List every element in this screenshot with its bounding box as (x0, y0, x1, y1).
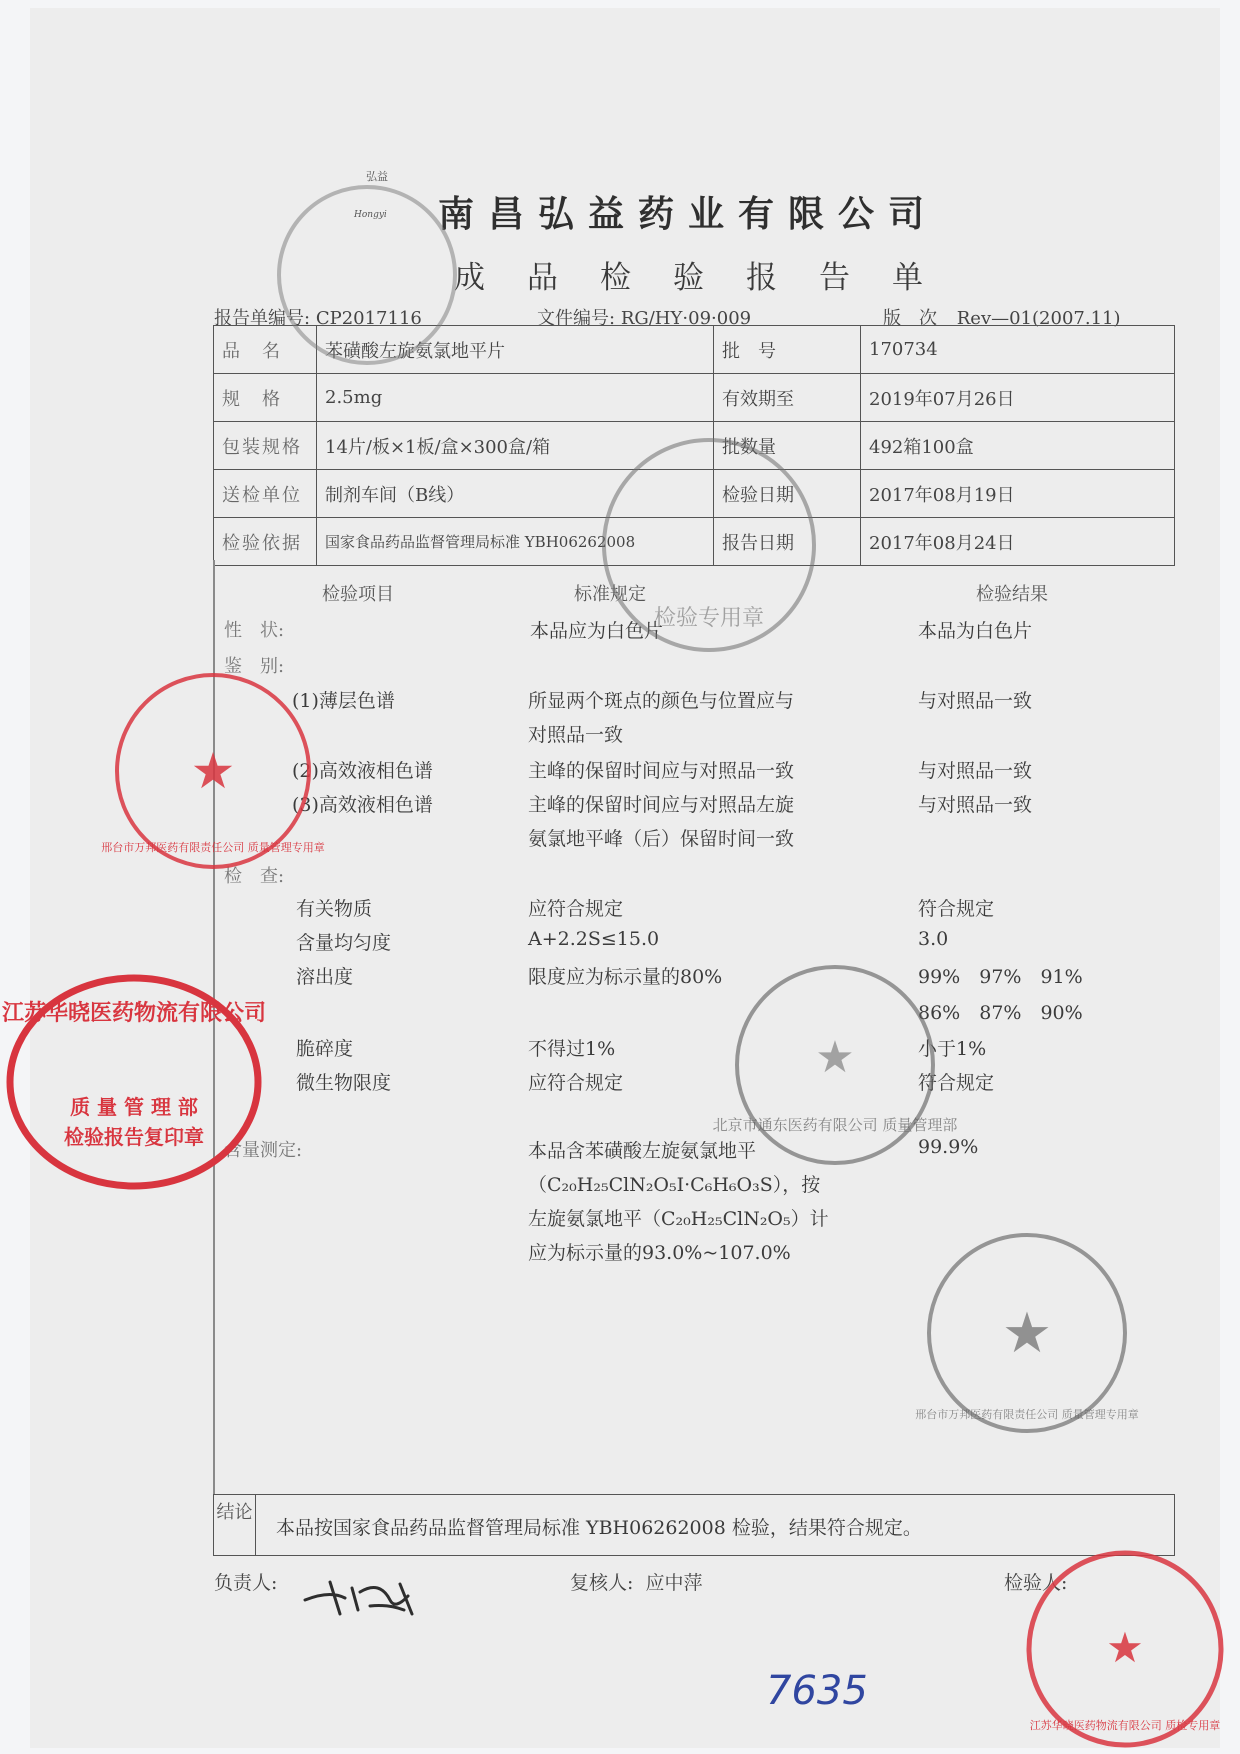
svg-text:★: ★ (190, 742, 236, 800)
package-label: 包装规格 (214, 422, 317, 470)
inspector-label: 检验人: (1004, 1572, 1068, 1594)
friability-result: 小于1% (918, 1038, 987, 1060)
assay-label: 含量测定: (224, 1140, 303, 1161)
product-value: 苯磺酸左旋氨氯地平片 (317, 326, 714, 374)
tlc-standard-line2: 对照品一致 (528, 724, 624, 746)
friability-label: 脆碎度 (296, 1038, 354, 1060)
friability-standard: 不得过1% (528, 1038, 616, 1060)
column-standard: 标准规定 (574, 584, 646, 605)
assay-standard-line2: （C₂₀H₂₅ClN₂O₅I·C₆H₆O₃S），按 (528, 1174, 821, 1196)
file-number-value: RG/HY·09·009 (620, 308, 752, 329)
uniformity-standard: A+2.2S≤15.0 (528, 928, 660, 950)
svg-text:检验报告复印章: 检验报告复印章 (64, 1125, 204, 1149)
quantity-label: 批数量 (714, 422, 861, 470)
stamp-inspection-text: 检验专用章 (653, 606, 765, 631)
package-value: 14片/板×1板/盒×300盒/箱 (317, 422, 714, 470)
assay-standard-line1: 本品含苯磺酸左旋氨氯地平 (528, 1140, 757, 1162)
stamp-bottom-right-red (1020, 1544, 1230, 1754)
appearance-result: 本品为白色片 (918, 620, 1033, 642)
hplc2-label: (2)高效液相色谱 (292, 760, 433, 782)
version-value: Rev—01(2007.11) (956, 308, 1121, 329)
file-number-label: 文件编号: (537, 308, 616, 329)
assay-standard-line4: 应为标示量的93.0%~107.0% (528, 1242, 791, 1264)
table-row (214, 374, 1175, 422)
dissolution-label: 溶出度 (296, 966, 354, 988)
batch-label: 批 号 (714, 326, 861, 374)
stamp-xingtai-text: 邢台市万邦医药有限责任公司 质量管理专用章 (101, 841, 325, 854)
dept-label: 送检单位 (214, 470, 317, 518)
logo-chinese: 弘益 (366, 170, 388, 183)
dissolution-result-line1: 99% 97% 91% (918, 966, 1083, 988)
svg-text:★: ★ (1001, 1301, 1053, 1366)
report-date-value: 2017年08月24日 (861, 518, 1175, 566)
conclusion-label: 结论 (214, 1495, 256, 1555)
svg-text:江苏华晓医药物流有限公司: 江苏华晓医药物流有限公司 (1, 1001, 267, 1026)
spec-label: 规 格 (214, 374, 317, 422)
assay-standard-line3: 左旋氨氯地平（C₂₀H₂₅ClN₂O₅）计 (528, 1208, 829, 1230)
version-label: 版 次 (883, 308, 937, 329)
tlc-standard-line1: 所显两个斑点的颜色与位置应与 (528, 690, 795, 712)
tlc-result: 与对照品一致 (918, 690, 1033, 712)
svg-text:质 量 管 理 部: 质 量 管 理 部 (70, 1095, 198, 1119)
stamp-inspection (594, 430, 824, 660)
expiry-label: 有效期至 (714, 374, 861, 422)
report-number-value: CP2017116 (315, 308, 422, 329)
dissolution-standard: 限度应为标示量的80% (528, 966, 723, 988)
stamp-jiangsu-copy (1, 972, 267, 1192)
reviewer-label: 复核人: (570, 1572, 634, 1594)
stamp-bottom-right-text: 江苏华晓医药物流有限公司 质检专用章 (1029, 1719, 1221, 1732)
microbial-standard: 应符合规定 (528, 1072, 624, 1094)
dept-value: 制剂车间（B线） (317, 470, 714, 518)
reviewer-name: 应中萍 (645, 1572, 703, 1594)
hplc3-label: (3)高效液相色谱 (292, 794, 433, 816)
microbial-result: 符合规定 (918, 1072, 995, 1094)
report-date-label: 报告日期 (714, 518, 861, 566)
hplc3-standard-line1: 主峰的保留时间应与对照品左旋 (528, 794, 795, 816)
test-date-value: 2017年08月19日 (861, 470, 1175, 518)
appearance-label: 性 状: (224, 620, 285, 641)
stamp-top-left (272, 180, 462, 370)
handwritten-signature (300, 1570, 430, 1620)
dissolution-result-line2: 86% 87% 90% (918, 1002, 1083, 1024)
conclusion-text: 本品按国家食品药品监督管理局标准 YBH06262008 检验，结果符合规定。 (276, 1517, 922, 1539)
related-standard: 应符合规定 (528, 898, 624, 920)
hplc3-standard-line2: 氨氯地平峰（后）保留时间一致 (528, 828, 795, 850)
column-item: 检验项目 (322, 584, 394, 605)
related-result: 符合规定 (918, 898, 995, 920)
expiry-value: 2019年07月26日 (861, 374, 1175, 422)
product-label: 品 名 (214, 326, 317, 374)
quantity-value: 492箱100盒 (861, 422, 1175, 470)
reviewer (570, 1568, 702, 1595)
hplc2-result: 与对照品一致 (918, 760, 1033, 782)
uniformity-result: 3.0 (918, 928, 949, 950)
hplc3-result: 与对照品一致 (918, 794, 1033, 816)
basis-value: 国家食品药品监督管理局标准 YBH06262008 (317, 518, 714, 566)
report-number-label: 报告单编号: (214, 308, 311, 329)
hplc2-standard: 主峰的保留时间应与对照品一致 (528, 760, 795, 782)
stamp-right (915, 1228, 1139, 1438)
spec-value: 2.5mg (317, 374, 714, 422)
microbial-label: 微生物限度 (296, 1072, 392, 1094)
related-label: 有关物质 (296, 898, 373, 920)
basis-label: 检验依据 (214, 518, 317, 566)
document-title: 成品检验报告单 (454, 260, 965, 296)
tlc-label: (1)薄层色谱 (292, 690, 395, 712)
logo-english: Hongyi (354, 210, 387, 220)
test-date-label: 检验日期 (714, 470, 861, 518)
svg-text:★: ★ (815, 1032, 855, 1083)
svg-text:★: ★ (1106, 1623, 1144, 1672)
handwritten-number: 7635 (766, 1668, 868, 1714)
responsible-label: 负责人: (214, 1572, 278, 1594)
stamp-xingtai-red (101, 666, 325, 876)
check-label: 检 查: (224, 866, 285, 887)
stamp-right-text: 邢台市万邦医药有限责任公司 质量管理专用章 (915, 1408, 1139, 1421)
stamp-beijing-text: 北京市通东医药有限公司 质量管理部 (712, 1116, 958, 1134)
batch-value: 170734 (861, 326, 1175, 374)
column-result: 检验结果 (976, 584, 1048, 605)
uniformity-label: 含量均匀度 (296, 932, 392, 954)
appearance-standard: 本品应为白色片 (530, 620, 664, 642)
assay-result: 99.9% (918, 1136, 979, 1158)
company-name: 南昌弘益药业有限公司 (438, 194, 939, 235)
identification-label: 鉴 别: (224, 656, 285, 677)
